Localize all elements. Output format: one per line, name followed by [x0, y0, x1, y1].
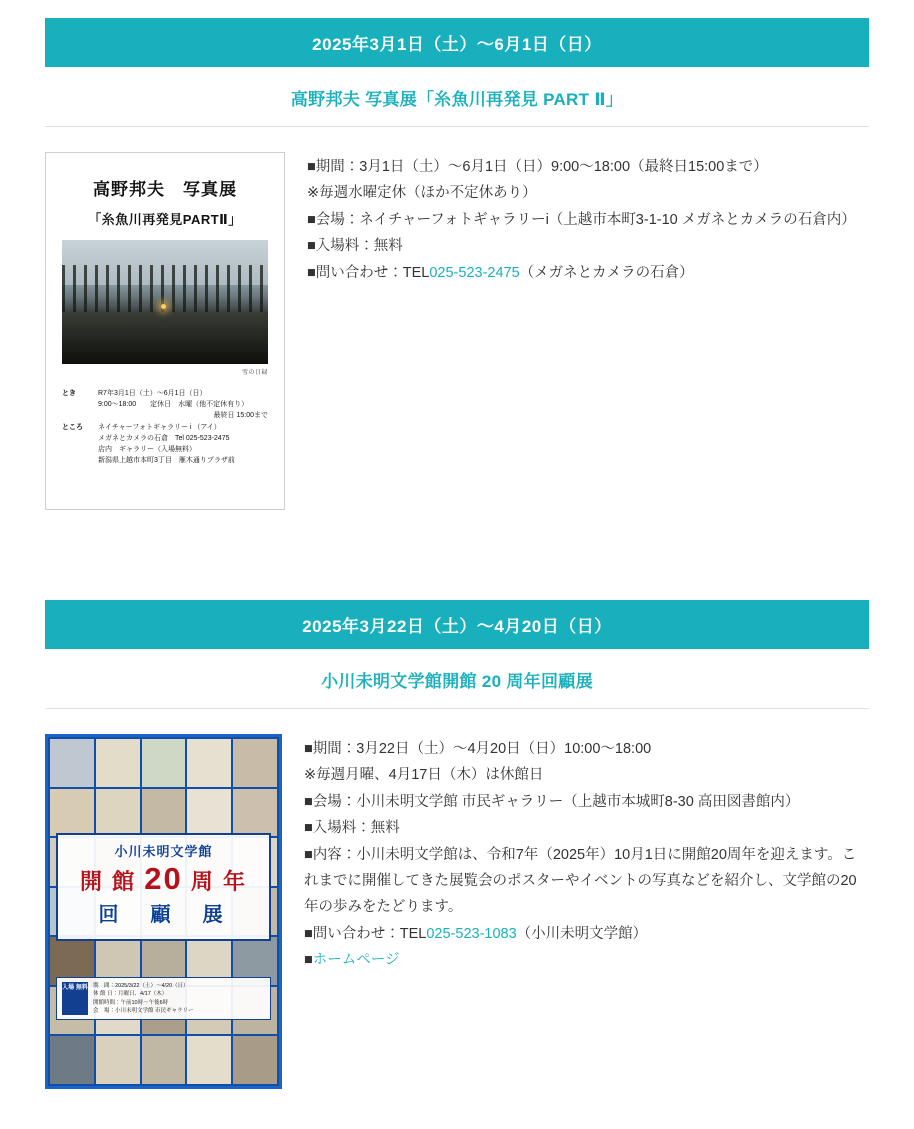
homepage-link[interactable]: ホームページ: [312, 952, 400, 968]
detail-homepage: [304, 947, 869, 973]
poster-info: [62, 388, 268, 466]
event-body: [45, 709, 869, 1089]
poster-anniversary-number: 20: [144, 861, 183, 896]
poster-info-label: [62, 399, 98, 410]
poster-info-value: 店内 ギャラリー（入場無料）: [98, 445, 196, 453]
poster-info-value: メガネとカメラの石倉 Tel 025-523-2475: [98, 434, 230, 442]
poster-foot-line: 会 場：小川未明文学館 市民ギャラリー: [93, 1007, 194, 1014]
detail-line: ※毎週水曜定休（ほか不定休あり）: [307, 185, 537, 202]
poster-headline-band: [56, 833, 271, 941]
poster-info-value: 9:00〜18:00 定休日 水曜（他不定休有り）: [98, 401, 249, 409]
poster-line2-pre: 開 館: [80, 869, 137, 894]
poster-info-value: R7年3月1日（土）〜6月1日（日）: [98, 390, 207, 397]
poster-thumbnail[interactable]: [45, 152, 285, 510]
event-title: 高野邦夫 写真展「糸魚川再発見 PART Ⅱ」: [45, 67, 869, 127]
poster-info-value: 新潟県上越市本町3丁目 雁木通りプラザ前: [98, 457, 235, 465]
poster-foot-line: 休 館 日：月曜日、4/17（木）: [93, 991, 168, 998]
detail-line: ■入場料：無料: [304, 820, 400, 837]
poster-line2: [58, 862, 269, 896]
detail-contact: [307, 260, 869, 286]
event-title: 小川未明文学館開館 20 周年回顧展: [45, 649, 869, 709]
poster-footer-info: [56, 977, 271, 1020]
contact-prefix: ■問い合わせ：TEL: [304, 925, 427, 942]
poster-subtitle: 「糸魚川再発見PARTⅡ」: [88, 212, 242, 227]
detail-line: ■会場：ネイチャーフォトギャラリーi（上越市本町3-1-10 メガネとカメラの石倉内）: [307, 211, 856, 228]
poster-photo-exhibition: [45, 152, 285, 510]
poster-info-label: ところ: [62, 423, 83, 431]
contact-suffix: （小川未明文学館）: [516, 925, 648, 942]
poster-info-value: 最終日 15:00まで: [213, 412, 268, 420]
poster-info-label: [62, 444, 98, 455]
poster-info-value: ネイチャーフォトギャラリー i （アイ）: [98, 423, 221, 431]
poster-anniversary-exhibition: [45, 734, 282, 1089]
event-item: [45, 600, 869, 1089]
poster-info-label: とき: [62, 390, 76, 397]
event-details: [307, 152, 869, 286]
detail-contact: [304, 921, 869, 947]
homepage-prefix: ■: [304, 952, 313, 968]
detail-line: ■期間：3月1日（土）〜6月1日（日）9:00〜18:00（最終日15:00まで）: [307, 159, 768, 175]
event-date-banner: 2025年3月22日（土）〜4月20日（日）: [45, 600, 869, 649]
poster-line3: 回 顧 展: [98, 904, 229, 927]
poster-info-label: [62, 455, 98, 466]
poster-line2-post: 周 年: [190, 869, 247, 894]
poster-info-label: [62, 410, 98, 421]
poster-info-label: [62, 433, 98, 444]
detail-line: ■内容：小川未明文学館は、令和7年（2025年）10月1日に開館20周年を迎えます。これまでに開催してきた展覧会のポスターやイベントの写真などを紹介し、文学館の20年の歩みをたどります。: [304, 846, 857, 916]
detail-line: ■会場：小川未明文学館 市民ギャラリー（上越市本城町8-30 高田図書館内）: [304, 793, 800, 810]
event-date-banner: 2025年3月1日（土）〜6月1日（日）: [45, 18, 869, 67]
poster-foot-line: 開館時間：午前10時〜午後6時: [93, 999, 169, 1006]
events-page: [0, 18, 914, 1089]
event-body: [45, 127, 869, 510]
event-details: [304, 734, 869, 973]
contact-prefix: ■問い合わせ：TEL: [307, 264, 430, 281]
event-item: [45, 18, 869, 510]
poster-line1: 小川未明文学館: [114, 844, 213, 859]
poster-foot-line: 期 間：2025/3/22（土）〜4/20（日）: [93, 983, 189, 989]
contact-suffix: （メガネとカメラの石倉）: [519, 264, 694, 281]
contact-telephone: 025-523-1083: [426, 925, 517, 942]
detail-line: ※毎週月曜、4月17日（木）は休館日: [304, 767, 544, 784]
poster-photo-image: [62, 240, 268, 364]
contact-telephone: 025-523-2475: [429, 264, 520, 281]
detail-line: ■入場料：無料: [307, 238, 403, 255]
poster-thumbnail[interactable]: [45, 734, 282, 1089]
poster-photo-caption: 雪の日緑: [241, 370, 268, 376]
poster-title: 高野邦夫 写真展: [93, 180, 237, 199]
free-admission-badge: 入場 無料: [62, 982, 88, 1015]
detail-line: ■期間：3月22日（土）〜4月20日（日）10:00〜18:00: [304, 741, 652, 757]
